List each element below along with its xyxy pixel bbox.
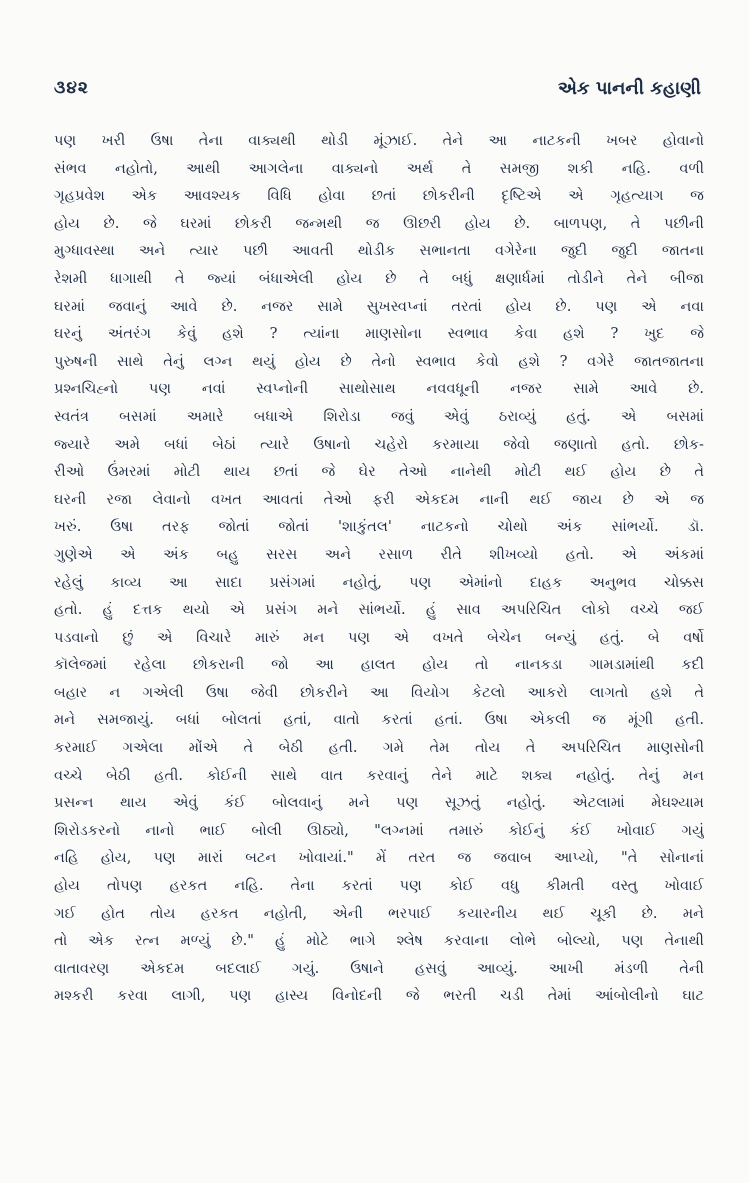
page-header (54, 78, 701, 108)
body-text (54, 127, 704, 1010)
text-line: ઘરની રજા લેવાનો વખત આવતાં તેઓ ફરી એકદમ નાની થઈ જાય છે એ જ (54, 490, 704, 508)
text-line: સંભવ નહોતો, આથી આગલેના વાક્યનો અર્થ તે સમજી શકી નહિ. વળી (54, 159, 704, 177)
text-line: વચ્ચે બેઠી હતી. કોઈની સાથે વાત કરવાનું તેને માટે શક્ય નહોતું. તેનું મન (54, 766, 704, 784)
text-line: ગુણેએ એ અંક બહુ સરસ અને રસાળ રીતે શીખવ્યો હતો. એ અંકમાં (54, 545, 704, 563)
text-line: પુરુષની સાથે તેનું લગ્ન થયું હોય છે તેનો સ્વભાવ કેવો હશે ? વગેરે જાતજાતના (54, 352, 704, 370)
text-line: રેશમી ધાગાથી તે જ્યાં બંધાએલી હોય છે તે બધું ક્ષણાર્ધમાં તોડીને તેને બીજા (54, 269, 704, 287)
running-title: એક પાનની કહાણી (557, 78, 701, 99)
page-number: ૩૪૨ (54, 78, 89, 98)
text-line: મને સમજાયું. બધાં બોલતાં હતાં, વાતો કરતાં હતાં. ઉષા એકલી જ મૂંગી હતી. (54, 711, 704, 729)
text-line: પણ ખરી ઉષા તેના વાક્યથી થોડી મૂંઝાઈ. તેને આ નાટકની ખબર હોવાનો (54, 132, 704, 149)
text-line: ઘરમાં જવાનું આવે છે. નજર સામે સુખસ્વપ્નાં તરતાં હોય છે. પણ એ નવા (54, 297, 704, 315)
text-line: કરમાઈ ગએલા મોંએ તે બેઠી હતી. ગમે તેમ તોય તે અપરિચિત માણસોની (54, 739, 704, 757)
text-line: સ્વતંત્ર બસમાં અમારે બધાએ શિરોડા જવું એવું ઠરાવ્યું હતું. એ બસમાં (54, 407, 704, 425)
text-line: હોય તોપણ હરકત નહિ. તેના કરતાં પણ કોઈ વધુ કીમતી વસ્તુ ખોવાઈ (54, 877, 704, 895)
text-line: વાતાવરણ એકદમ બદલાઈ ગયું. ઉષાને હસવું આવ્યું. આખી મંડળી તેની (54, 959, 704, 977)
text-line: પ્રશ્નચિહ્નો પણ નવાં સ્વપ્નોની સાથોસાથ નવવધૂની નજર સામે આવે છે. (54, 380, 704, 398)
text-line: ઘરનું અંતરંગ કેવું હશે ? ત્યાંના માણસોના સ્વભાવ કેવા હશે ? ખુદ જે (54, 325, 704, 343)
text-line: કૉલેજમાં રહેલા છોકરાની જો આ હાલત હોય તો નાનકડા ગામડામાંથી કદી (54, 656, 704, 674)
text-line: રીઓ ઉંમરમાં મોટી થાય છતાં જે ઘેર તેઓ નાનેથી મોટી થઈ હોય છે તે (54, 463, 704, 481)
text-line: તો એક રત્ન મળ્યું છે." હું મોટે ભાગે શ્લેષ કરવાના લોભે બોલ્યો, પણ તેનાથી (54, 932, 704, 950)
text-line: હતો. હું દત્તક થયો એ પ્રસંગ મને સાંભર્યો. હું સાવ અપરિચિત લોકો વચ્ચે જઈ (54, 601, 704, 619)
text-line: પ્રસન્ન થાય એવું કંઈ બોલવાનું મને પણ સૂઝતું નહોતું. એટલામાં મેઘશ્યામ (54, 794, 704, 812)
text-line: જ્યારે અમે બધાં બેઠાં ત્યારે ઉષાનો ચહેરો કરમાયા જેવો જણાતો હતો. છોક- (54, 435, 704, 453)
text-line: બહાર ન ગએલી ઉષા જેવી છોકરીને આ વિયોગ કેટલો આકરો લાગતો હશે તે (54, 683, 704, 701)
text-line: મુગ્ધાવસ્થા અને ત્યાર પછી આવતી થોડીક સભાનતા વગેરેના જુદી જુદી જાતના (54, 242, 704, 260)
text-line: નહિ હોય, પણ મારાં બટન ખોવાયાં." મેં તરત જ જવાબ આપ્યો, "તે સોનાનાં (54, 849, 704, 867)
text-line: પડવાનો છું એ વિચારે મારું મન પણ એ વખતે બેચેન બન્યું હતું. બે વર્ષો (54, 628, 704, 646)
text-line: ખરું. ઉષા તરફ જોતાં જોતાં 'શાકુંતલ' નાટકનો ચોથો અંક સાંભર્યો. ડૉ. (54, 518, 704, 536)
text-line: મશ્કરી કરવા લાગી, પણ હાસ્ય વિનોદની જે ભરતી ચડી તેમાં આંબોલીનો ઘાટ (54, 987, 704, 1005)
text-line: ગઈ હોત તોય હરકત નહોતી, એની ભરપાઈ કયારનીય થઈ ચૂકી છે. મને (54, 904, 704, 922)
text-line: રહેલું કાવ્ય આ સાદા પ્રસંગમાં નહોતું, પણ એમાંનો દાહક અનુભવ ચોક્કસ (54, 573, 704, 591)
text-line: ગૃહપ્રવેશ એક આવશ્યક વિધિ હોવા છતાં છોકરીની દૃષ્ટિએ એ ગૃહત્યાગ જ (54, 187, 704, 205)
text-line: હોય છે. જે ઘરમાં છોકરી જન્મથી જ ઊછરી હોય છે. બાળપણ, તે પછીની (54, 214, 704, 232)
text-line: શિરોડકરનો નાનો ભાઈ બોલી ઊઠ્યો, "લગ્નમાં તમારું કોઈનું કંઈ ખોવાઈ ગયું (54, 821, 704, 839)
